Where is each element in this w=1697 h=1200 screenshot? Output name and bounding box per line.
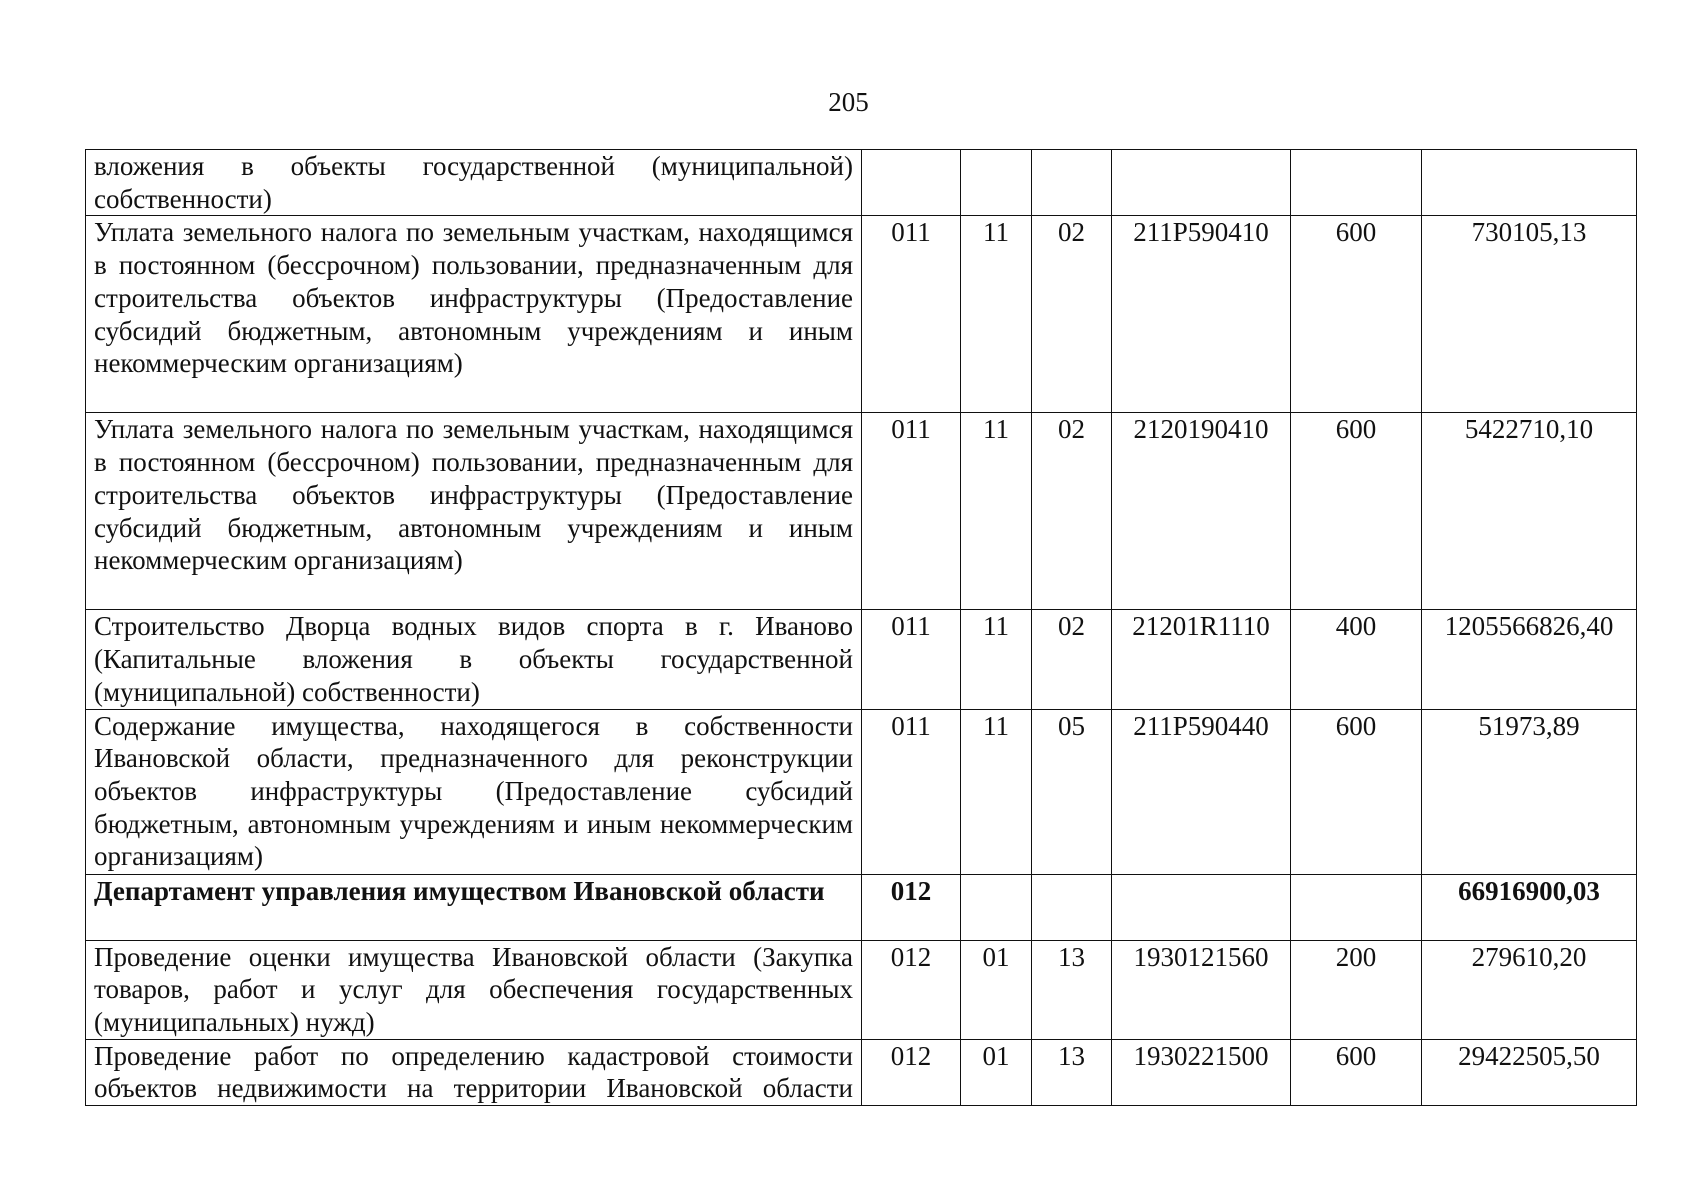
row-description: Строительство Дворца водных видов спорта в г. Иваново (Капитальные вложения в объекты государственной (муниципальной) собственности): [86, 610, 862, 709]
table-row-department: [86, 874, 1637, 940]
row-vedomstvo: [862, 150, 961, 216]
table-row: [86, 709, 1637, 874]
row-podrazdel: [1032, 150, 1112, 216]
row-podrazdel: 02: [1032, 413, 1112, 610]
row-celevaya-statya: 1930221500: [1112, 1039, 1291, 1105]
row-summa: [1422, 150, 1637, 216]
row-podrazdel: 05: [1032, 709, 1112, 874]
row-vid-rashodov: 200: [1291, 940, 1422, 1039]
row-podrazdel: [1032, 874, 1112, 940]
row-description: Департамент управления имуществом Ивановской области: [86, 874, 862, 940]
table-row: [86, 413, 1637, 610]
table-row: [86, 216, 1637, 413]
row-description: Уплата земельного налога по земельным участкам, находящимся в постоянном (бессрочном) пользовании, предназначенным для строительства объектов инфраструктуры (Предоставление субсидий бюджетным, автономным учреждениям и иным некоммерческим организациям): [86, 216, 862, 413]
row-vedomstvo: 012: [862, 874, 961, 940]
row-summa: 66916900,03: [1422, 874, 1637, 940]
row-podrazdel: 02: [1032, 610, 1112, 709]
row-summa: 279610,20: [1422, 940, 1637, 1039]
row-vid-rashodov: 400: [1291, 610, 1422, 709]
row-vid-rashodov: 600: [1291, 216, 1422, 413]
row-podrazdel: 13: [1032, 1039, 1112, 1105]
row-celevaya-statya: 1930121560: [1112, 940, 1291, 1039]
table-row: [86, 1039, 1637, 1105]
row-vid-rashodov: 600: [1291, 709, 1422, 874]
row-celevaya-statya: 2120190410: [1112, 413, 1291, 610]
row-podrazdel: 02: [1032, 216, 1112, 413]
row-description: Уплата земельного налога по земельным участкам, находящимся в постоянном (бессрочном) пользовании, предназначенным для строительства объектов инфраструктуры (Предоставление субсидий бюджетным, автономным учреждениям и иным некоммерческим организациям): [86, 413, 862, 610]
row-podrazdel: 13: [1032, 940, 1112, 1039]
row-celevaya-statya: 211P590410: [1112, 216, 1291, 413]
row-summa: 5422710,10: [1422, 413, 1637, 610]
row-summa: 29422505,50: [1422, 1039, 1637, 1105]
row-vid-rashodov: 600: [1291, 1039, 1422, 1105]
row-vid-rashodov: [1291, 874, 1422, 940]
row-celevaya-statya: [1112, 150, 1291, 216]
row-description: Проведение оценки имущества Ивановской области (Закупка товаров, работ и услуг для обеспечения государственных (муниципальных) нужд): [86, 940, 862, 1039]
row-razdel: 11: [961, 413, 1032, 610]
row-celevaya-statya: 21201R1110: [1112, 610, 1291, 709]
budget-table: [85, 149, 1637, 1106]
table-row: [86, 940, 1637, 1039]
row-vid-rashodov: 600: [1291, 413, 1422, 610]
row-description: Содержание имущества, находящегося в собственности Ивановской области, предназначенного для реконструкции объектов инфраструктуры (Предоставление субсидий бюджетным, автономным учреждениям и иным некоммерческим организациям): [86, 709, 862, 874]
row-vedomstvo: 012: [862, 1039, 961, 1105]
table-row: [86, 150, 1637, 216]
row-celevaya-statya: 211P590440: [1112, 709, 1291, 874]
row-summa: 730105,13: [1422, 216, 1637, 413]
row-vid-rashodov: [1291, 150, 1422, 216]
row-summa: 51973,89: [1422, 709, 1637, 874]
page-number: 205: [828, 87, 869, 117]
row-celevaya-statya: [1112, 874, 1291, 940]
row-razdel: 11: [961, 216, 1032, 413]
row-razdel: 01: [961, 940, 1032, 1039]
row-razdel: 01: [961, 1039, 1032, 1105]
row-vedomstvo: 011: [862, 216, 961, 413]
table-row: [86, 610, 1637, 709]
row-vedomstvo: 011: [862, 413, 961, 610]
row-vedomstvo: 011: [862, 610, 961, 709]
row-razdel: [961, 874, 1032, 940]
row-summa: 1205566826,40: [1422, 610, 1637, 709]
row-razdel: 11: [961, 610, 1032, 709]
row-razdel: [961, 150, 1032, 216]
row-razdel: 11: [961, 709, 1032, 874]
row-description: Проведение работ по определению кадастровой стоимости объектов недвижимости на территории Ивановской области: [86, 1039, 862, 1105]
row-vedomstvo: 012: [862, 940, 961, 1039]
row-vedomstvo: 011: [862, 709, 961, 874]
row-description: вложения в объекты государственной (муниципальной) собственности): [86, 150, 862, 216]
